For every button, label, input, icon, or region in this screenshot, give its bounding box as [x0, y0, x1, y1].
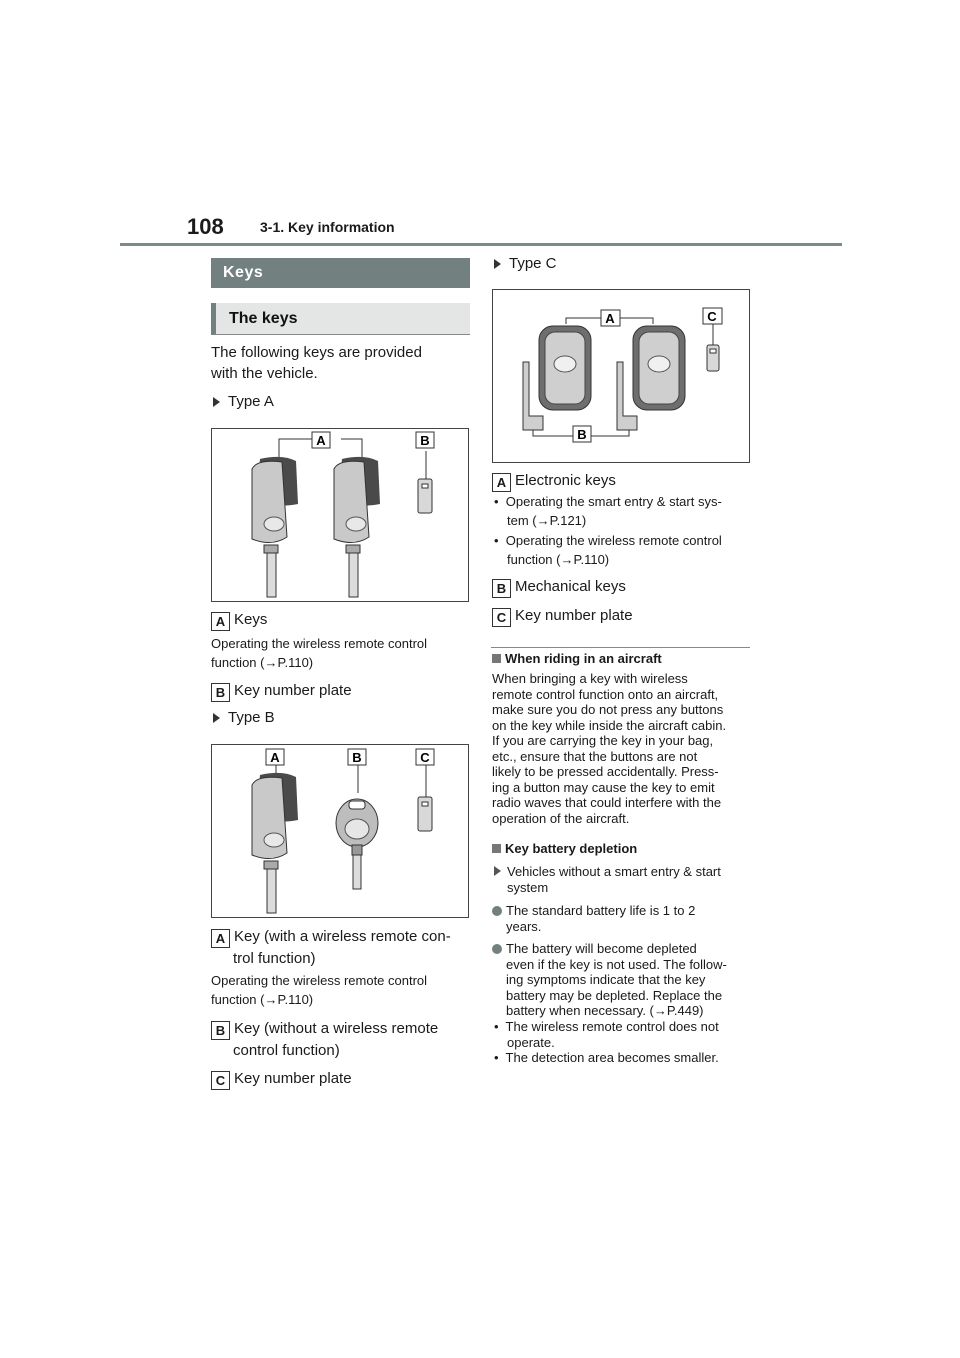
triangle-icon — [494, 259, 501, 269]
type-a-item-b: B Key number plate — [211, 680, 352, 702]
fig-label-b: B — [577, 427, 587, 442]
type-a-item-a: A Keys — [211, 609, 267, 631]
badge-a: A — [211, 929, 230, 948]
type-c-heading: Type C — [494, 255, 557, 272]
badge-b: B — [211, 683, 230, 702]
type-b-keys-illustration — [212, 745, 468, 917]
battery-point-1: The standard battery life is 1 to 2 years. — [492, 903, 695, 934]
badge-c: C — [211, 1071, 230, 1090]
aircraft-note-body: When bringing a key with wireless remote control function onto an aircraft, make sure you do not press any buttons on the key while inside the aircraft cabin. If you are carrying the key in your bag, etc., ensure that the buttons are not likely to be pressed accidentally. Press- ing a button may cause the key to emit radio waves that could interfere with the operation of the aircraft. — [492, 671, 727, 826]
badge-a: A — [492, 473, 511, 492]
type-c-keys-illustration — [493, 290, 749, 462]
type-b-item-a: A Key (with a wireless remote con- trol function) — [211, 926, 451, 969]
header-rule — [120, 243, 842, 246]
fig-label-a: A — [605, 311, 615, 326]
aircraft-note-heading: When riding in an aircraft — [492, 651, 662, 666]
square-bullet-icon — [492, 844, 501, 853]
type-b-heading: Type B — [213, 709, 275, 726]
chapter-title: 3-1. Key information — [260, 219, 395, 235]
type-a-heading: Type A — [213, 393, 274, 410]
fig-label-b: B — [420, 433, 430, 448]
triangle-icon — [494, 866, 501, 876]
type-c-figure — [492, 289, 750, 463]
type-b-item-c: C Key number plate — [211, 1068, 352, 1090]
battery-point-2: The battery will become depleted even if the key is not used. The follow- ing symptoms indicate that the key battery may be depleted. Replace the battery when necessary. (→P.449) — [492, 941, 727, 1019]
type-c-item-c: C Key number plate — [492, 605, 633, 627]
type-c-item-b: B Mechanical keys — [492, 576, 626, 598]
badge-a: A — [211, 612, 230, 631]
intro-text: The following keys are provided with the vehicle. — [211, 344, 422, 382]
type-b-note: Operating the wireless remote control function (→P.110) — [211, 973, 428, 1007]
badge-b: B — [211, 1021, 230, 1040]
fig-label-b: B — [352, 750, 362, 765]
circle-bullet-icon — [492, 906, 502, 916]
circle-bullet-icon — [492, 944, 502, 954]
badge-c: C — [492, 608, 511, 627]
battery-note-sub: Vehicles without a smart entry & start system — [494, 864, 721, 895]
fig-label-c: C — [420, 750, 430, 765]
fig-label-c: C — [707, 309, 717, 324]
section-title: Keys — [211, 258, 470, 288]
type-b-item-b: B Key (without a wireless remote control function) — [211, 1018, 438, 1061]
battery-note-heading: Key battery depletion — [492, 841, 637, 856]
fig-label-a: A — [270, 750, 280, 765]
type-a-note: Operating the wireless remote control function (→P.110) — [211, 636, 428, 670]
triangle-icon — [213, 397, 220, 407]
square-bullet-icon — [492, 654, 501, 663]
type-c-bullet-2: • Operating the wireless remote control function (→P.110) — [494, 533, 722, 567]
notes-separator — [491, 647, 750, 648]
type-a-keys-illustration — [212, 429, 468, 601]
subsection-title: The keys — [211, 303, 470, 335]
triangle-icon — [213, 713, 220, 723]
type-b-figure — [211, 744, 469, 918]
page-number: 108 — [187, 214, 224, 239]
battery-bullets: • The wireless remote control does not operate. • The detection area becomes smaller. — [494, 1019, 719, 1065]
type-c-item-a: A Electronic keys — [492, 470, 616, 492]
type-c-bullet-1: • Operating the smart entry & start sys- tem (→P.121) — [494, 494, 722, 528]
type-a-figure — [211, 428, 469, 602]
badge-b: B — [492, 579, 511, 598]
fig-label-a: A — [316, 433, 326, 448]
